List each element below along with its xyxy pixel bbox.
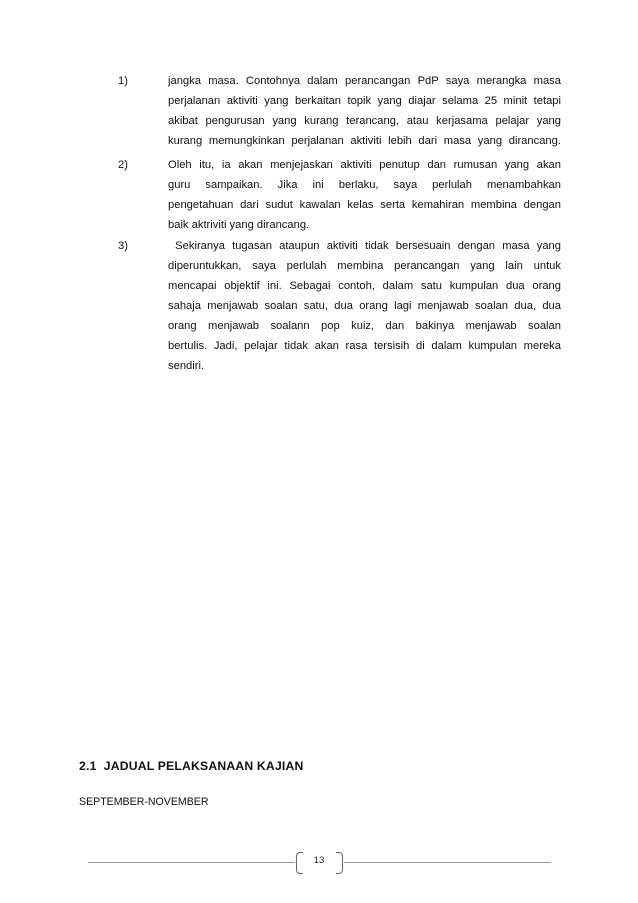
list-item-text — [168, 155, 561, 235]
page-number-bracket-left — [296, 852, 303, 874]
text-line: sahaja menjawab soalan satu, dua orang lagi menjawab soalan dua, dua — [168, 300, 561, 312]
text-line: akibat pengurusan yang kurang terancang, atau kerjasama pelajar yang — [168, 115, 561, 127]
text-line: sendiri. — [168, 360, 205, 372]
text-line: Sekiranya tugasan ataupun aktiviti tidak bersesuain dengan masa yang — [168, 240, 561, 252]
section-subheading: SEPTEMBER-NOVEMBER — [79, 796, 209, 808]
section-heading: 2.1 JADUAL PELAKSANAAN KAJIAN — [79, 759, 304, 773]
text-line: diperuntukkan, saya perlulah membina perancangan yang lain untuk — [168, 260, 561, 272]
list-item-text — [168, 236, 561, 376]
list-item-number: 2) — [118, 159, 128, 171]
list-item-text — [168, 71, 561, 151]
text-line: jangka masa. Contohnya dalam perancangan PdP saya merangka masa — [168, 75, 561, 87]
text-line: perjalanan aktiviti yang berkaitan topik yang diajar selama 25 minit tetapi — [168, 95, 561, 107]
text-line: mencapai objektif ini. Sebagai contoh, dalam satu kumpulan dua orang — [168, 280, 561, 292]
text-line: orang menjawab soalann pop kuiz, dan bakinya menjawab soalan — [168, 320, 561, 332]
page-number-bracket-right — [336, 852, 343, 874]
footer-rule-left — [88, 862, 295, 863]
text-line: guru sampaikan. Jika ini berlaku, saya perlulah menambahkan — [168, 179, 561, 191]
text-line: Oleh itu, ia akan menjejaskan aktiviti penutup dan rumusan yang akan — [168, 159, 561, 171]
footer-rule-right — [344, 862, 551, 863]
text-line: bertulis. Jadi, pelajar tidak akan rasa tersisih di dalam kumpulan mereka — [168, 340, 561, 352]
page-number: 13 — [313, 855, 325, 866]
list-item-number: 1) — [118, 75, 128, 87]
text-line: kurang memungkinkan perjalanan aktiviti lebih dari masa yang dirancang. — [168, 135, 561, 147]
text-line: pengetahuan dari sudut kawalan kelas serta kemahiran membina dengan — [168, 199, 561, 211]
list-item-number: 3) — [118, 240, 128, 252]
text-line: baik aktriviti yang dirancang. — [168, 219, 310, 231]
